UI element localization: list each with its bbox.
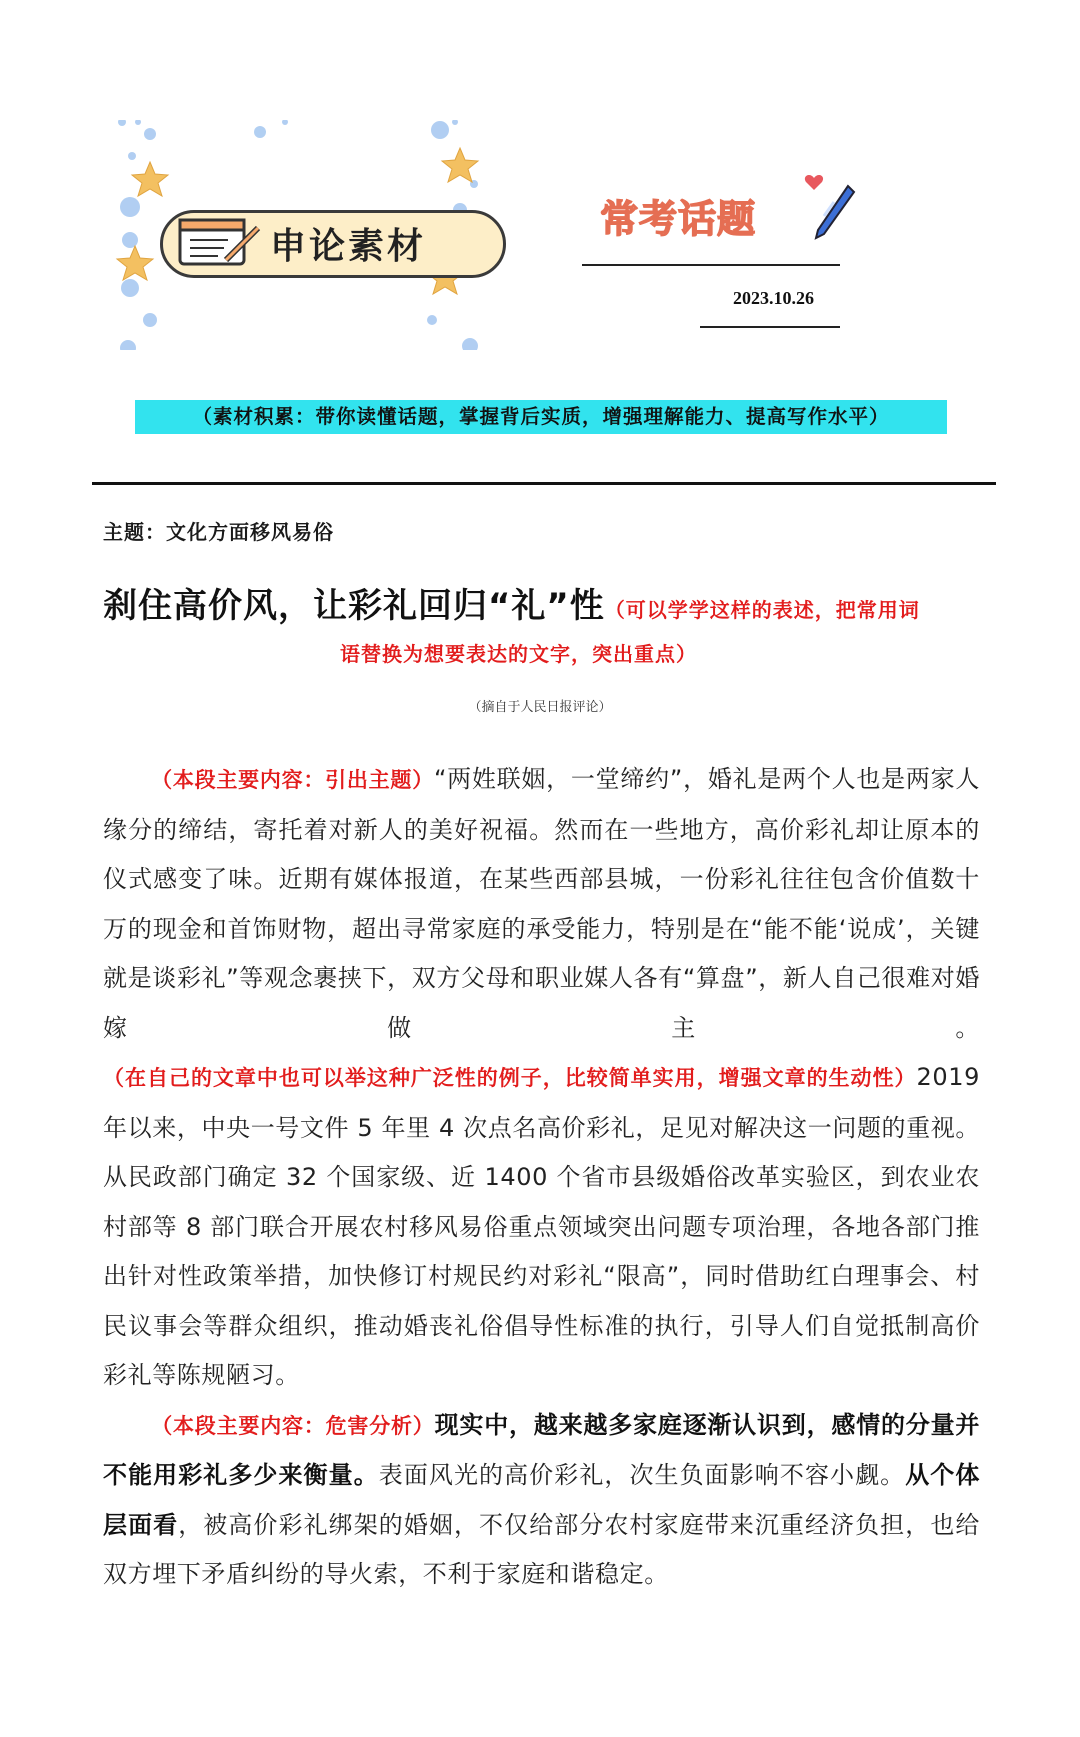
paragraph-2-label: （本段主要内容：危害分析） bbox=[151, 1413, 435, 1438]
paragraph-2-bold-a: 现实中，越来越多家庭逐渐认识到，感情的分量并不能用彩礼多少来衡量。 bbox=[103, 1410, 980, 1489]
header-rule-bottom bbox=[700, 326, 840, 328]
banner-title: 申论素材 bbox=[270, 226, 427, 267]
paragraph-1-comment: （在自己的文章中也可以举这种广泛性的例子，比较简单实用，增强文章的生动性） bbox=[103, 1066, 917, 1090]
paragraph-1-text-a: “两姓联姻，一堂缔约”，婚礼是两个人也是两家人缘分的缔结，寄托着对新人的美好祝福。然而在一些地方，高价彩礼却让原本的仪式感变了味。近期有媒体报道，在某些西部县城，一份彩礼往往包含价值数十万的现金和首饰财物，超出寻常家庭的承受能力，特别是在“能不能‘说成’，关键就是谈彩礼”等观念裹挟下，双方父母和职业媒人各有“算盘”，新人自己很难对婚嫁做主。 bbox=[103, 765, 980, 1042]
paragraph-2-bold-b: 从个体层面看 bbox=[103, 1461, 980, 1539]
paragraph-1-label: （本段主要内容：引出主题） bbox=[151, 768, 434, 792]
headline-title: 刹住高价风，让彩礼回归“礼”性 bbox=[103, 586, 605, 626]
topic-line: 主题：文化方面移风易俗 bbox=[103, 520, 334, 544]
publish-date: 2023.10.26 bbox=[733, 288, 814, 308]
notebook-pencil-icon bbox=[178, 214, 264, 268]
source-note: （摘自于人民日报评论） bbox=[468, 700, 612, 715]
section-divider bbox=[92, 482, 996, 485]
headline-annotation-2: 语替换为想要表达的文字，突出重点） bbox=[340, 642, 697, 666]
topic-tag: 常考话题 bbox=[600, 197, 757, 241]
article-headline bbox=[103, 578, 920, 627]
paragraph-1 bbox=[103, 755, 980, 1401]
material-note-banner: （素材积累：带你读懂话题，掌握背后实质，增强理解能力、提高写作水平） bbox=[135, 400, 947, 434]
paragraph-2-text-a: 表面风光的高价彩礼，次生负面影响不容小觑。 bbox=[378, 1461, 906, 1489]
pen-heart-icon bbox=[800, 172, 860, 242]
paragraph-2 bbox=[103, 1401, 980, 1600]
paragraph-1-text-b: 2019 年以来，中央一号文件 5 年里 4 次点名高价彩礼，足见对解决这一问题的重视。从民政部门确定 32 个国家级、近 1400 个省市县级婚俗改革实验区，到农业农村部等 8 部门联合开展农村移风易俗重点领域突出问题专项治理，各地各部门推出针对性政策举措，加快修订村规民约对彩礼“限高”，同时借助红白理事会、村民议事会等群众组织，推动婚丧礼俗倡导性标准的执行，引导人们自觉抵制高价彩礼等陈规陋习。 bbox=[103, 1063, 980, 1389]
article-body bbox=[103, 755, 980, 1600]
headline-annotation-1: （可以学学这样的表述，把常用词 bbox=[604, 598, 920, 622]
header-rule-top bbox=[582, 264, 840, 266]
paragraph-2-text-b: ，被高价彩礼绑架的婚姻，不仅给部分农村家庭带来沉重经济负担，也给双方埋下矛盾纠纷的导火索，不利于家庭和谐稳定。 bbox=[103, 1510, 980, 1588]
